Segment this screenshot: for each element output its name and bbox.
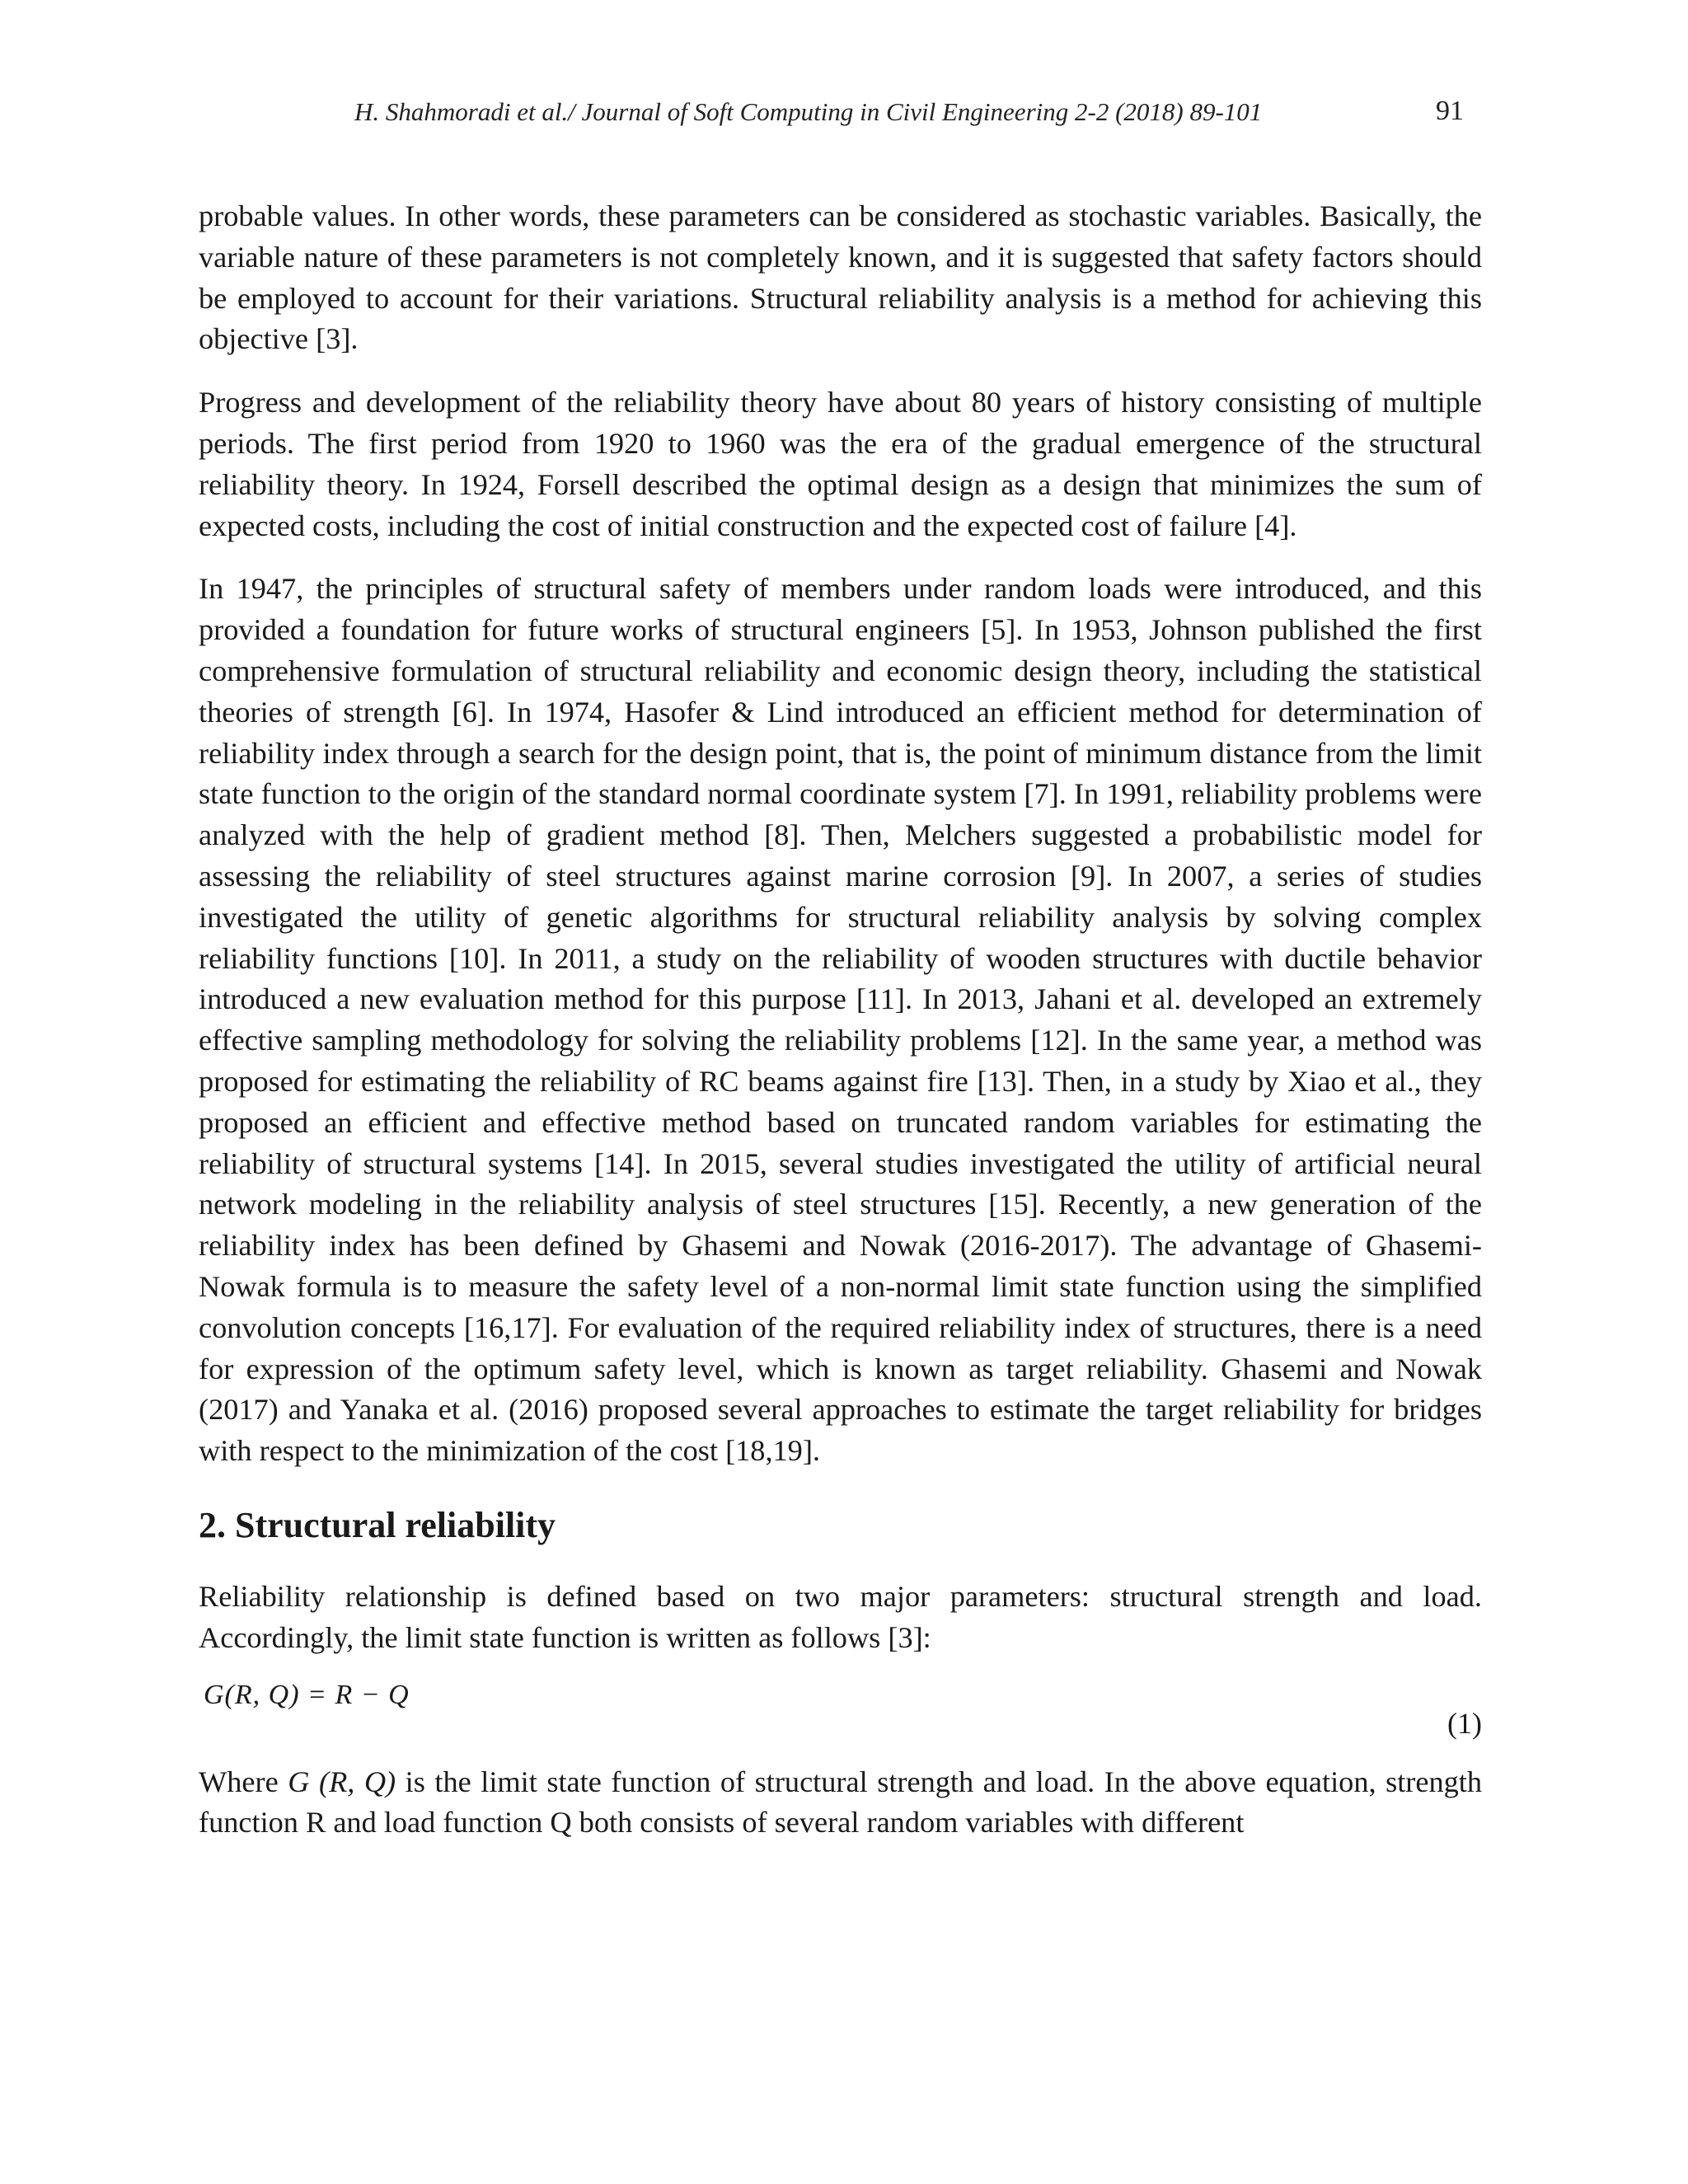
body-text <box>199 196 1482 1866</box>
running-title: H. Shahmoradi et al./ Journal of Soft Computing in Civil Engineering 2-2 (2018) 89-101 <box>354 97 1263 126</box>
explanation-rest: is the limit state function of structural strength and load. In the above equation, strength function R and load function Q both consists of several random variables with different <box>199 1765 1482 1840</box>
explanation-lead: Where <box>199 1765 288 1798</box>
paragraph-limit-state-intro: Reliability relationship is defined based on two major parameters: structural strength and load. Accordingly, the limit state function is written as follows [3]: <box>199 1579 1482 1654</box>
equation-number: (1) <box>1447 1706 1482 1740</box>
page-number: 91 <box>1436 96 1464 126</box>
paragraph-reliability-history: Progress and development of the reliability theory have about 80 years of history consisting of multiple periods. The first period from 1920 to 1960 was the era of the gradual emergence of the structural reliability theory. In 1924, Forsell described the optimal design as a design that minimizes the sum of expected costs, including the cost of initial construction and the expected cost of failure [4]. <box>199 386 1482 542</box>
paragraph-stochastic-variables: probable values. In other words, these parameters can be considered as stochastic variables. Basically, the variable nature of these parameters is not completely known, and it is suggested that safety factors should be employed to account for their variations. Structural reliability analysis is a method for achieving this objective [3]. <box>199 199 1482 356</box>
paragraph-literature-review: In 1947, the principles of structural safety of members under random loads were introduced, and this provided a foundation for future works of structural engineers [5]. In 1953, Johnson published the first comprehensive formulation of structural reliability and economic design theory, including the statistical theories of strength [6]. In 1974, Hasofer & Lind introduced an efficient method for determination of reliability index through a search for the design point, that is, the point of minimum distance from the limit state function to the origin of the standard normal coordinate system [7]. In 1991, reliability problems were analyzed with the help of gradient method [8]. Then, Melchers suggested a probabilistic model for assessing the reliability of steel structures against marine corrosion [9]. In 2007, a series of studies investigated the utility of genetic algorithms for structural reliability analysis by solving complex reliability functions [10]. In 2011, a study on the reliability of wooden structures with ductile behavior introduced a new evaluation method for this purpose [11]. In 2013, Jahani et al. developed an extremely effective sampling methodology for solving the reliability problems [12]. In the same year, a method was proposed for estimating the reliability of RC beams against fire [13]. Then, in a study by Xiao et al., they proposed an efficient and effective method based on truncated random variables for estimating the reliability of structural systems [14]. In 2015, several studies investigated the utility of artificial neural network modeling in the reliability analysis of steel structures [15]. Recently, a new generation of the reliability index has been defined by Ghasemi and Nowak (2016-2017). The advantage of Ghasemi-Nowak formula is to measure the safety level of a non-normal limit state function using the simplified convolution concepts [16,17]. For evaluation of the required reliability index of structures, there is a need for expression of the optimum safety level, which is known as target reliability. Ghasemi and Nowak (2017) and Yanaka et al. (2016) proposed several approaches to estimate the target reliability for bridges with respect to the minimization of the cost [18,19]. <box>199 572 1482 1468</box>
paragraph-limit-state-explanation <box>199 1762 1482 1844</box>
limit-state-symbol: G (R, Q) <box>288 1765 396 1798</box>
equation-1 <box>199 1681 1482 1746</box>
section-heading: 2. Structural reliability <box>199 1504 556 1545</box>
limit-state-equation: G(R, Q) = R − Q <box>204 1679 410 1710</box>
